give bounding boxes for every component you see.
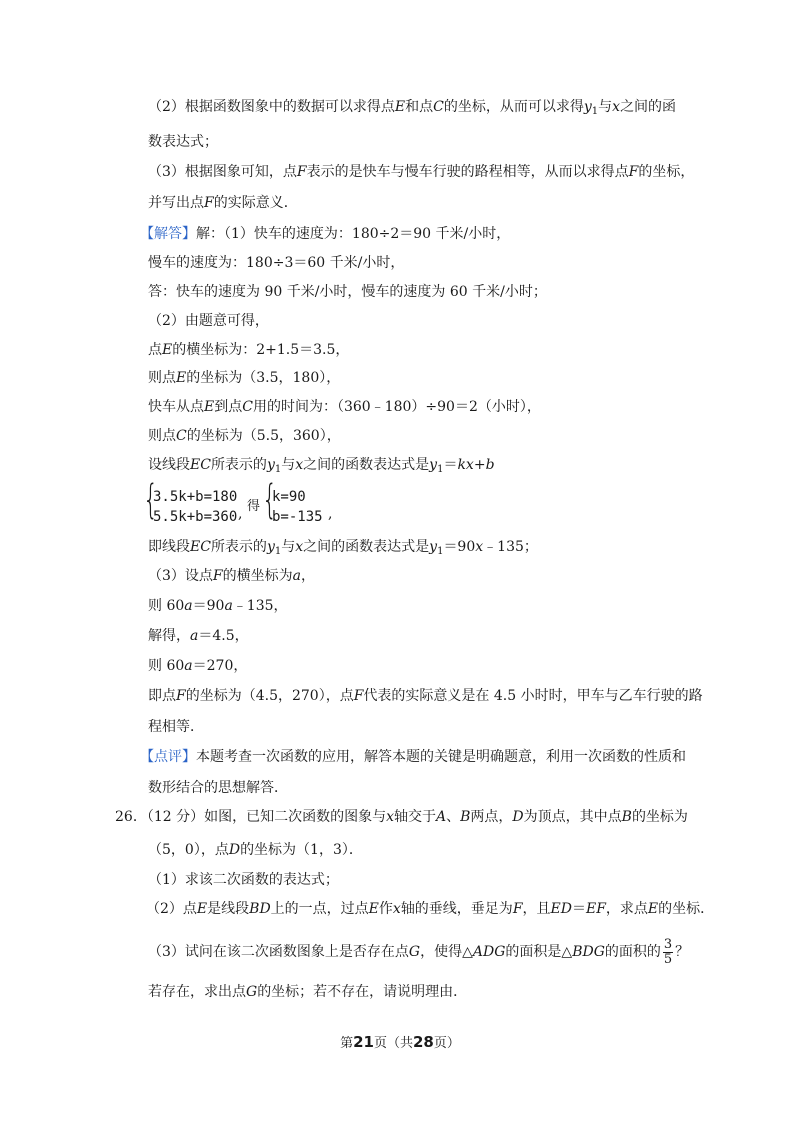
line-29: 若存在，求出点G的坐标；若不存在，请说明理由． [148,984,468,1000]
equation-system-1: { 3.5k+b=180 5.5k+b=360 , [143,477,243,525]
answer-tag: 【解答】 [140,226,196,242]
line-3: （3）根据图象可知，点F表示的是快车与慢车行驶的路程相等，从而以求得点F的坐标， [148,164,695,180]
comment-line: 【点评】本题考查一次函数的应用，解答本题的关键是明确题意，利用一次函数的性质和 [140,749,686,765]
line-10: 则点E的坐标为（3.5，180）， [148,370,341,386]
brace-right: { [262,477,278,523]
line-6: 慢车的速度为：180÷3＝60 千米/小时， [148,255,405,271]
equation-2: 5.5k+b=360 [153,509,238,525]
line-15: 即线段EC所表示的$y_1$与x之间的函数表达式是$y_1=90x﹣135$； [148,539,538,557]
line-18: 解得，a＝4.5， [148,628,249,644]
line-11: 快车从点E到点C用的时间为：（360﹣180）÷90＝2（小时）， [148,399,541,415]
line-26: （1）求该二次函数的表达式； [148,872,339,888]
equation-1: 3.5k+b=180 [153,489,238,505]
line-21: 程相等． [148,719,204,735]
line-7: 答：快车的速度为 90 千米/小时，慢车的速度为 60 千米/小时； [148,284,547,300]
page-footer: 第21页（共28页） [340,1033,460,1051]
line-4: 并写出点F的实际意义． [148,195,298,211]
comment-tag: 【点评】 [140,749,196,765]
line-23: 数形结合的思想解答． [148,780,288,796]
line-28: （3）试问在该二次函数图象上是否存在点G，使得△ADG的面积是△BDG的面积的 $\frac{3}{5}$ ？ [148,936,690,967]
de-label: 得 [247,499,261,514]
line-17: 则 60a＝90a﹣135， [148,598,288,614]
equation-system-2: { k=90 b=-135 , [262,477,333,525]
equation-4: b=-135 [272,509,323,525]
line-25: （5，0），点D的坐标为（1，3）． [148,842,363,858]
line-2: 数表达式； [148,134,218,150]
fraction-three-fifths: $\frac{3}{5}$ [663,936,673,967]
answer-line: 【解答】解：（1）快车的速度为：180÷2＝90 千米/小时， [140,226,511,242]
equation-3: k=90 [272,489,306,505]
line-16: （3）设点F的横坐标为a， [148,568,315,584]
question-26-title: 26．（12 分）如图，已知二次函数的图象与x轴交于A、B两点，D为顶点，其中点B的坐标为 [115,809,688,825]
line-8: （2）由题意可得， [148,313,269,329]
line-12: 则点C的坐标为（5.5，360）， [148,428,341,444]
total-pages: 28 [413,1033,434,1051]
line-1: （2）根据函数图象中的数据可以求得点E和点C的坐标，从而可以求得$y_1$与x之间的函 [148,99,677,117]
page-number: 21 [353,1033,374,1051]
line-20: 即点F的坐标为（4.5，270），点F代表的实际意义是在 4.5 小时时，甲车与乙车行驶的路 [148,688,703,704]
line-19: 则 60a＝270， [148,658,248,674]
line-9: 点E的横坐标为：2+1.5＝3.5， [148,342,350,358]
line-27: （2）点E是线段BD上的一点，过点E作x轴的垂线，垂足为F，且ED＝EF，求点E的坐标． [146,901,715,917]
brace-left: { [143,477,159,523]
line-13: 设线段EC所表示的$y_1$与x之间的函数表达式是$y_1=kx+b$ [148,457,495,475]
